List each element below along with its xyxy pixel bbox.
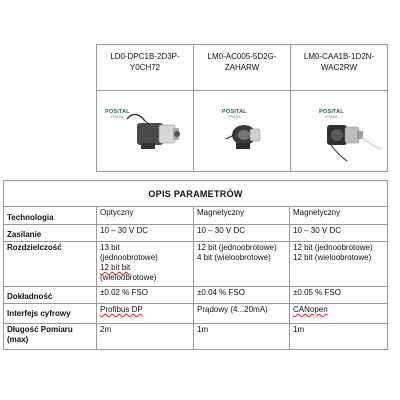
- product-name-3: [291, 45, 388, 91]
- cell-value: Magnetyczny: [194, 207, 290, 225]
- product-name-2-line2: ZAHARW: [224, 63, 260, 72]
- product-header-table: [96, 44, 388, 172]
- brand-logo-2: POSITAL FRABA: [222, 109, 247, 119]
- draw-wire-sensor-image-2: [194, 91, 290, 171]
- resolution-line: (jednoobrotowe): [100, 253, 158, 262]
- cell-value: Profibus DP: [97, 304, 194, 324]
- table-row: [4, 242, 388, 287]
- product-name-2: [194, 45, 291, 91]
- cell-value: ±0.02 % FSO: [97, 287, 194, 304]
- row-label-interfejs: Interfejs cyfrowy: [4, 304, 97, 324]
- product-image-cell-1: [97, 91, 194, 172]
- product-name-2-line1: LM0-AC005-5D2G-: [207, 52, 277, 61]
- resolution-line: 12 bit (jednoobrotowe): [293, 243, 373, 252]
- cell-value: 1m: [290, 324, 388, 350]
- cell-value: 10 – 30 V DC: [290, 225, 388, 242]
- cell-value: 10 – 30 V DC: [194, 225, 290, 242]
- cell-value: Prądowy (4...20mA): [194, 304, 290, 324]
- product-name-3-line1: LM0-CAA1B-1D2N-: [303, 52, 375, 61]
- cell-value: CANopen: [290, 304, 388, 324]
- cell-value: Optyczny: [97, 207, 194, 225]
- resolution-line: 12 bit (wieloobrotowe): [293, 253, 372, 262]
- brand-logo-3: POSITAL FRABA: [319, 109, 344, 119]
- product-name-1-line2: Y0CH72: [129, 63, 161, 72]
- table-caption: OPIS PARAMETRÓW: [4, 181, 388, 207]
- product-image-cell-2: [194, 91, 291, 172]
- product-name-1-line1: LD0-DPC1B-2D3P-: [110, 52, 180, 61]
- row-label-dokladnosc: Dokładność: [4, 287, 97, 304]
- parameters-table: [3, 180, 388, 350]
- table-row: [4, 287, 388, 304]
- cell-value: [194, 242, 290, 287]
- resolution-line: 13 bit: [100, 243, 120, 252]
- resolution-line: 12 bit (jednoobrotowe): [197, 243, 277, 252]
- resolution-line: 4 bit (wieloobrotowe): [197, 253, 271, 262]
- draw-wire-sensor-image-3: [291, 91, 387, 171]
- cell-value: ±0.05 % FSO: [290, 287, 388, 304]
- product-images-row: [97, 91, 388, 172]
- row-label-zasilanie: Zasilanie: [4, 225, 97, 242]
- row-label-rozdzielczosc: Rozdzielczość: [4, 242, 97, 287]
- row-label-technologia: Technologia: [4, 207, 97, 225]
- cell-value: 10 – 30 V DC: [97, 225, 194, 242]
- row-label-dlugosc-pomiaru: Długość Pomiaru (max): [4, 324, 97, 350]
- table-row: [4, 225, 388, 242]
- draw-wire-sensor-image-1: [97, 91, 193, 171]
- table-row: [4, 304, 388, 324]
- cell-value: Magnetyczny: [290, 207, 388, 225]
- resolution-line: 12 bit bit: [100, 263, 131, 272]
- resolution-line: (wieloobrotowe): [100, 273, 157, 282]
- product-name-1: [97, 45, 194, 91]
- cell-value: [97, 242, 194, 287]
- product-name-3-line2: WAC2RW: [321, 63, 357, 72]
- product-names-row: [97, 45, 388, 91]
- table-row: [4, 324, 388, 350]
- caption-row: [4, 181, 388, 207]
- cell-value: 1m: [194, 324, 290, 350]
- cell-value: 2m: [97, 324, 194, 350]
- cell-value: ±0.04 % FSO: [194, 287, 290, 304]
- table-row: [4, 207, 388, 225]
- brand-logo-1: POSITAL FRABA: [105, 109, 130, 119]
- cell-value: [290, 242, 388, 287]
- product-image-cell-3: [291, 91, 388, 172]
